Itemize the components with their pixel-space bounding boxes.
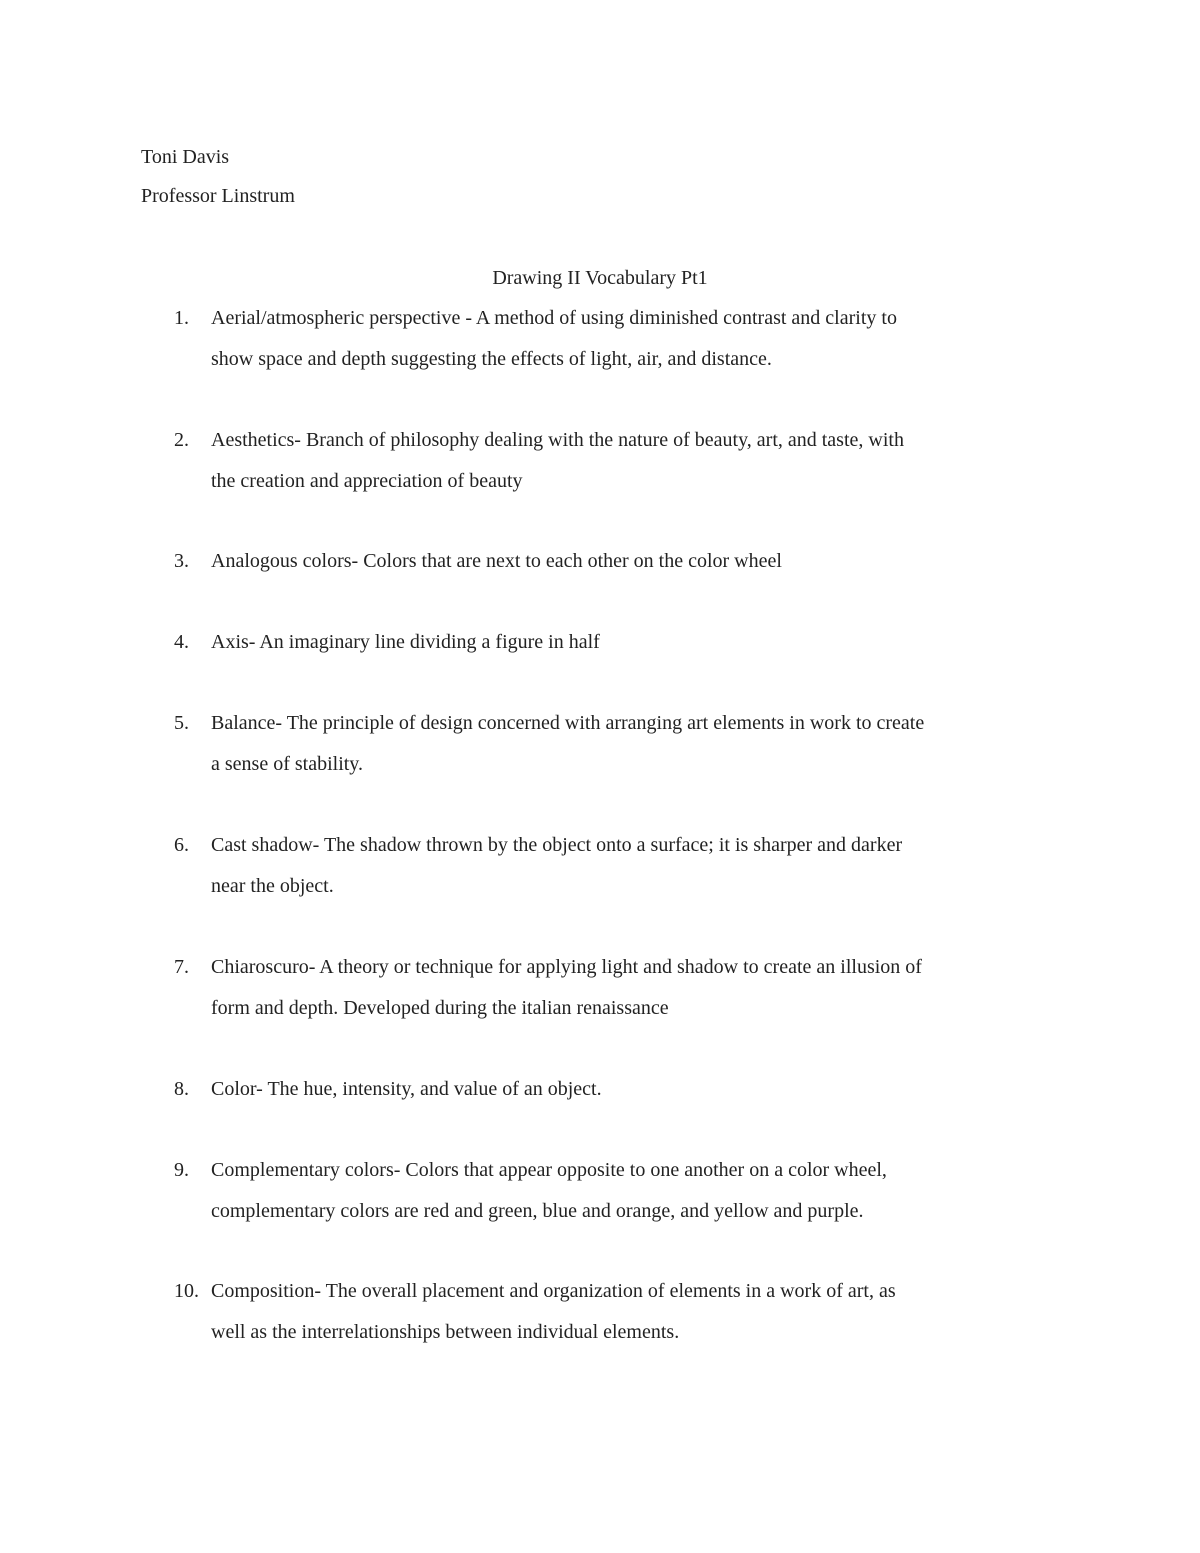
item-definition <box>211 1069 1061 1110</box>
definition-line: Balance- The principle of design concerned with arranging art elements in work to create <box>211 712 925 734</box>
item-number: 5. <box>174 712 189 734</box>
item-number: 9. <box>174 1159 189 1181</box>
item-definition <box>211 947 1061 1028</box>
item-definition <box>211 825 1061 906</box>
item-number: 2. <box>174 429 189 451</box>
item-definition <box>211 298 1061 379</box>
item-definition <box>211 1150 1061 1231</box>
definition-line: Chiaroscuro- A theory or technique for applying light and shadow to create an illusion of <box>211 956 922 978</box>
definition-line: form and depth. Developed during the italian renaissance <box>211 996 669 1019</box>
item-definition <box>211 1271 1061 1352</box>
item-definition <box>211 420 1061 501</box>
definition-line: the creation and appreciation of beauty <box>211 469 523 492</box>
definition-line: a sense of stability. <box>211 752 364 775</box>
definition-line: Color- The hue, intensity, and value of an object. <box>211 1078 602 1100</box>
definition-line: well as the interrelationships between individual elements. <box>211 1320 680 1343</box>
definition-line: complementary colors are red and green, blue and orange, and yellow and purple. <box>211 1199 864 1222</box>
author-name: Toni Davis <box>141 146 230 168</box>
item-number: 8. <box>174 1078 189 1100</box>
definition-line: Composition- The overall placement and organization of elements in a work of art, as <box>211 1280 896 1302</box>
item-number: 7. <box>174 956 189 978</box>
item-definition <box>211 541 1061 582</box>
item-number: 4. <box>174 631 189 653</box>
definition-line: Aesthetics- Branch of philosophy dealing with the nature of beauty, art, and taste, with <box>211 429 904 451</box>
item-number: 3. <box>174 550 189 572</box>
item-number: 1. <box>174 307 189 329</box>
definition-line: Aerial/atmospheric perspective - A method of using diminished contrast and clarity to <box>211 307 897 329</box>
professor-name: Professor Linstrum <box>141 185 295 207</box>
item-definition <box>211 622 1061 663</box>
item-definition <box>211 703 1061 784</box>
definition-line: Axis- An imaginary line dividing a figure in half <box>211 631 600 653</box>
definition-line: near the object. <box>211 874 334 897</box>
document-title: Drawing II Vocabulary Pt1 <box>492 267 708 289</box>
definition-line: Complementary colors- Colors that appear opposite to one another on a color wheel, <box>211 1159 887 1181</box>
definition-line: Cast shadow- The shadow thrown by the object onto a surface; it is sharper and darker <box>211 834 903 856</box>
definition-line: show space and depth suggesting the effects of light, air, and distance. <box>211 347 772 370</box>
item-number: 6. <box>174 834 189 856</box>
definition-line: Analogous colors- Colors that are next to each other on the color wheel <box>211 550 782 572</box>
item-number: 10. <box>174 1280 199 1302</box>
